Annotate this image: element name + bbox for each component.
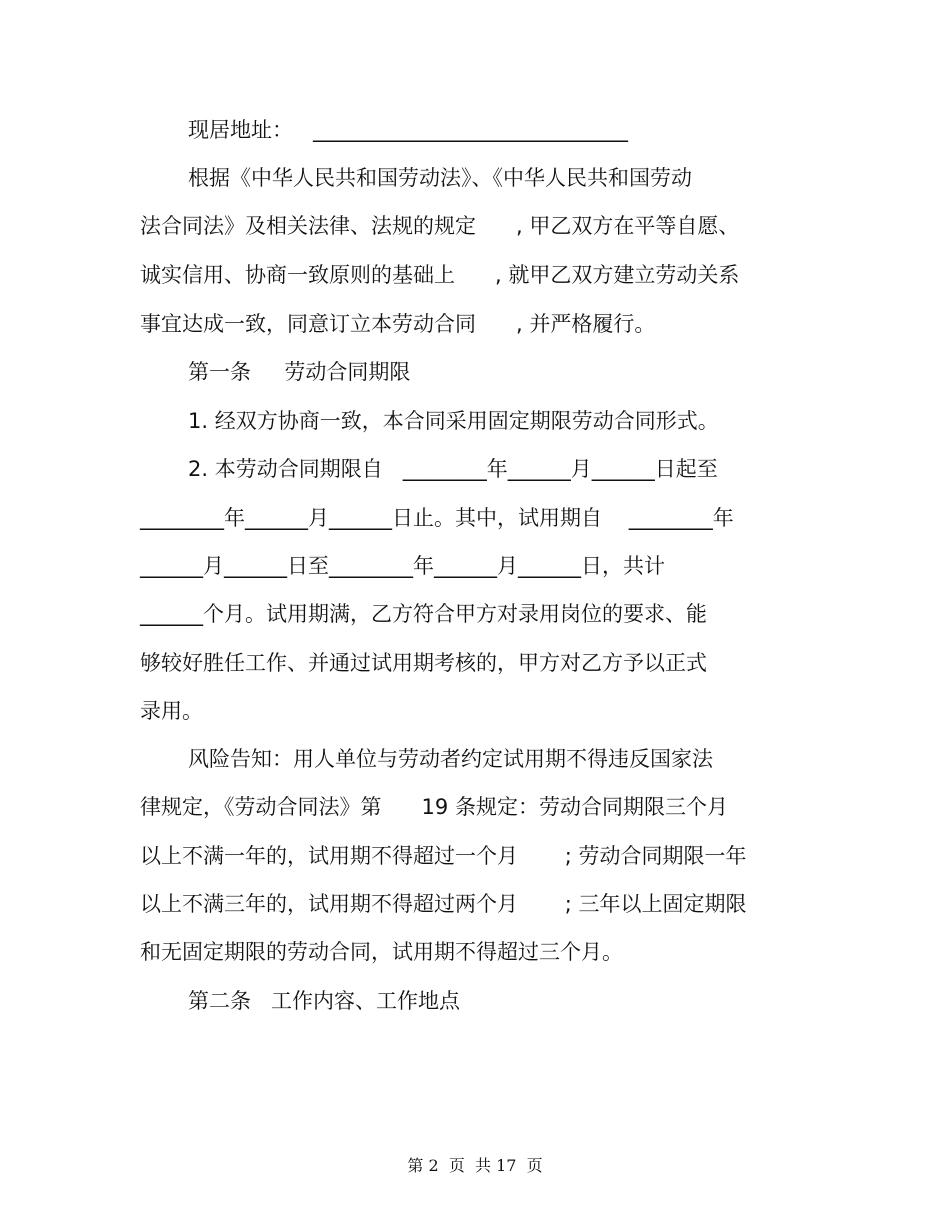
paragraph-line: 2. 本劳动合同期限自 ________年______月______日起至 <box>188 457 718 481</box>
paragraph-line: 1. 经双方协商一致，本合同采用固定期限劳动合同形式。 <box>188 409 719 433</box>
risk-notice-line: 律规定，《劳动合同法》第 19 条规定：劳动合同期限三个月 <box>140 795 728 819</box>
article-heading: 第二条 工作内容、工作地点 <box>188 989 461 1013</box>
paragraph-line: ______月______日至________年______月______日，共计 <box>140 554 665 578</box>
risk-notice-line: 风险告知：用人单位与劳动者约定试用期不得违反国家法 <box>188 747 713 771</box>
article-heading: 第一条 劳动合同期限 <box>188 360 411 384</box>
paragraph-line: ______个月。试用期满，乙方符合甲方对录用岗位的要求、能 <box>140 602 707 626</box>
address-line: 现居地址： ______________________________ <box>188 118 629 142</box>
paragraph-line: 诚实信用、协商一致原则的基础上 , 就甲乙双方建立劳动关系 <box>140 263 740 287</box>
paragraph-line: ________年______月______日止。其中，试用期自 ________年 <box>140 506 734 530</box>
paragraph-line: 根据《中华人民共和国劳动法》、《中华人民共和国劳动 <box>188 166 692 190</box>
paragraph-line: 录用。 <box>140 699 203 723</box>
paragraph-line: 够较好胜任工作、并通过试用期考核的，甲方对乙方予以正式 <box>140 651 707 675</box>
risk-notice-line: 以上不满三年的，试用期不得超过两个月 ; 三年以上固定期限 <box>140 892 747 916</box>
risk-notice-line: 和无固定期限的劳动合同，试用期不得超过三个月。 <box>140 940 623 964</box>
paragraph-line: 事宜达成一致，同意订立本劳动合同 , 并严格履行。 <box>140 312 656 336</box>
page-footer: 第 2 页 共 17 页 <box>407 1156 543 1175</box>
paragraph-line: 法合同法》及相关法律、法规的规定 , 甲乙双方在平等自愿、 <box>140 214 740 238</box>
risk-notice-line: 以上不满一年的，试用期不得超过一个月 ; 劳动合同期限一年 <box>140 844 747 868</box>
